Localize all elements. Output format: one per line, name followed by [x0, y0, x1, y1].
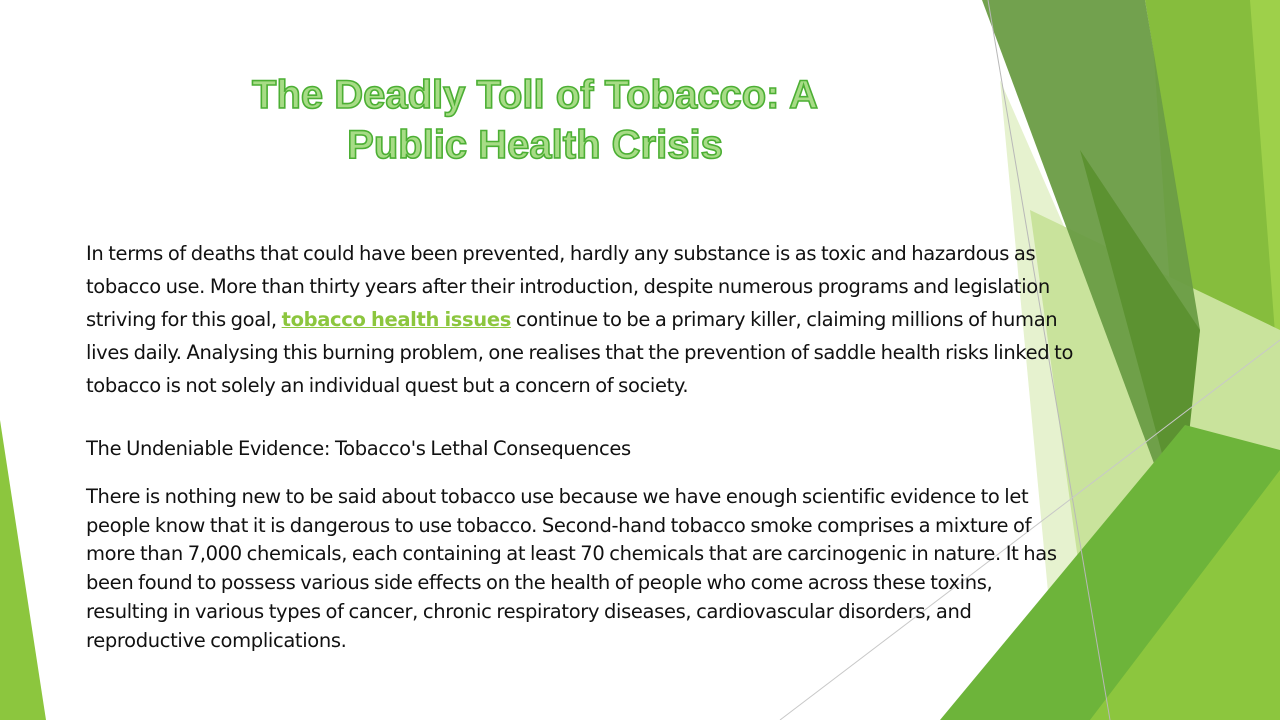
slide-title: [160, 70, 910, 170]
intro-paragraph: [86, 237, 1076, 402]
section-subheading: The Undeniable Evidence: Tobacco's Lethal Consequences: [86, 437, 631, 460]
tobacco-health-issues-link[interactable]: tobacco health issues: [281, 308, 511, 331]
title-line-1: The Deadly Toll of Tobacco: A: [252, 73, 818, 117]
intro-text-after-link: continue to be a primary killer, claiming millions of human lives daily. Analysing this burning problem, one realises that the prevention of saddle health risks linked to tobacco is not solely an individual quest but a concern of society.: [86, 308, 1074, 397]
evidence-paragraph: There is nothing new to be said about tobacco use because we have enough scientific evidence to let people know that it is dangerous to use tobacco. Second-hand tobacco smoke comprises a mixture of more than 7,000 chemicals, each containing at least 70 chemicals that are carcinogenic in nature. It has been found to possess various side effects on the health of people who come across these toxins, resulting in various types of cancer, chronic respiratory diseases, cardiovascular disorders, and reproductive complications.: [86, 485, 1057, 652]
intro-text-before-link: In terms of deaths that could have been prevented, hardly any substance is as toxic and hazardous as tobacco use. More than thirty years after their introduction, despite numerous programs and legislation striving for this goal,: [86, 242, 1050, 331]
title-line-2: Public Health Crisis: [347, 123, 723, 167]
deco-left-sliver: [0, 420, 46, 720]
